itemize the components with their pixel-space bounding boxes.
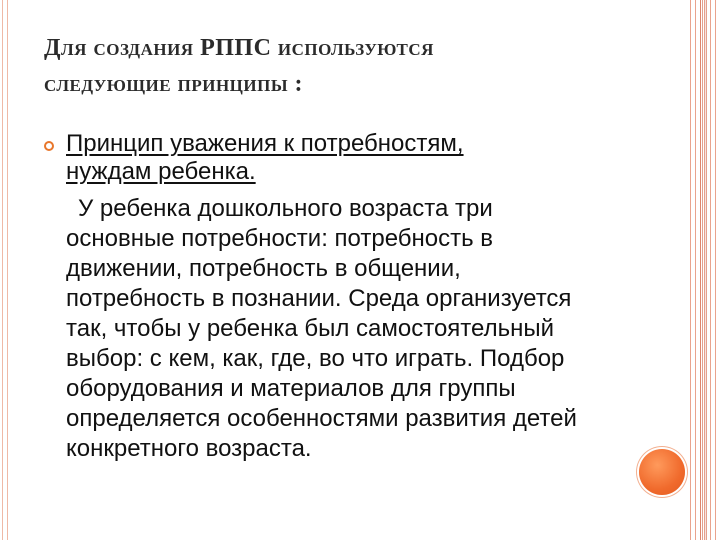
bullet-heading-line-2: нуждам ребенка. xyxy=(66,158,256,185)
left-decorative-stripes xyxy=(0,0,8,540)
bullet-body-text: У ребенка дошкольного возраста три основные потребности: потребность в движении, потребность в общении, потребность в познании. Среда организуется так, чтобы у ребенка был самостоятельный выбор: с кем, как, где, во что играть. Подбор оборудования и материалов для группы определяется особенностями развития детей конкретного возраста. xyxy=(66,195,577,462)
bullet-heading-line-1: Принцип уважения к потребностям, xyxy=(66,130,464,157)
slide-title xyxy=(44,30,644,102)
ring-bullet-icon xyxy=(44,141,54,151)
right-decorative-stripes xyxy=(688,0,720,540)
slide-content xyxy=(44,130,604,464)
slide-title-line-2: следующие принципы : xyxy=(44,71,304,97)
orange-circle-decoration xyxy=(639,449,685,495)
bullet-item xyxy=(44,130,604,186)
slide-title-line-1: Для создания РППС используются xyxy=(44,35,434,61)
